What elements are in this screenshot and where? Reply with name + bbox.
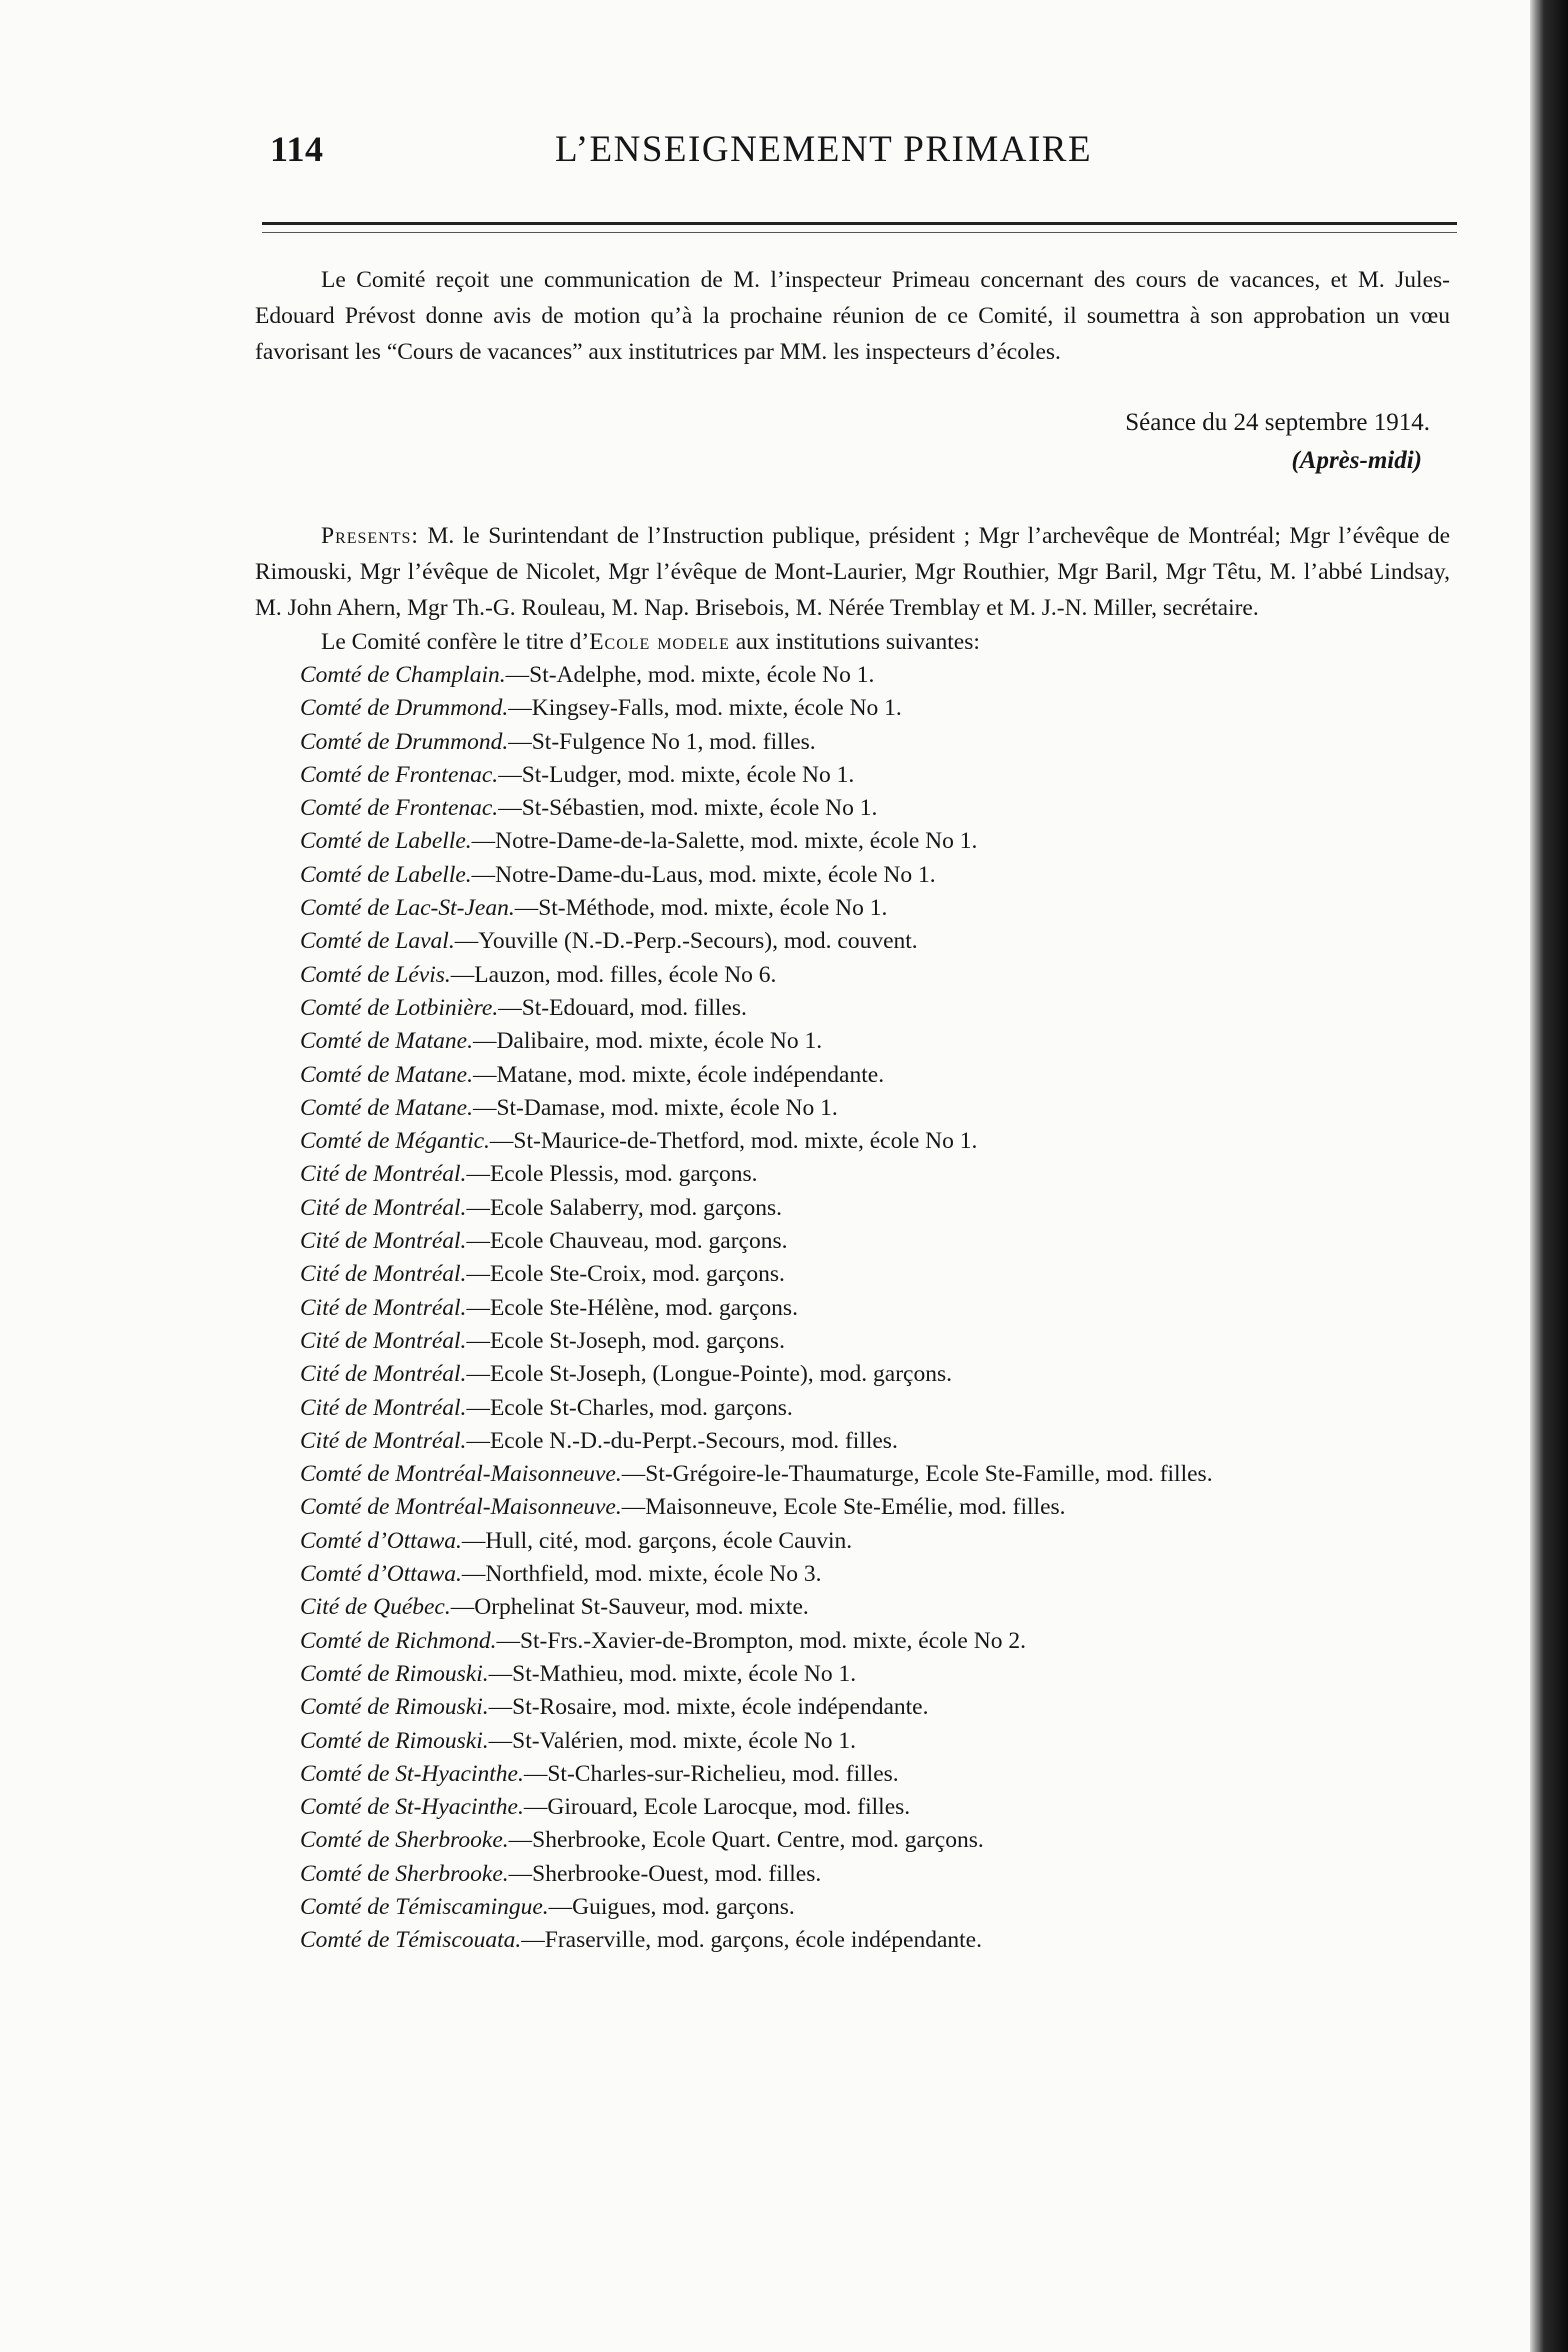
entry-county: Comté de Montréal-Maisonneuve. — [300,1494,645,1520]
entry-county: Cité de Montréal. — [300,1261,490,1287]
list-item [255,992,1450,1025]
entry-text: St-Grégoire-le-Thaumaturge, Ecole Ste-Famille, mod. filles. [645,1461,1213,1488]
entry-text: Ecole St-Charles, mod. garçons. [489,1394,793,1421]
running-head-title: L’ENSEIGNEMENT PRIMAIRE [555,129,1093,170]
list-item [255,1025,1450,1058]
conferral-line [255,626,1450,659]
entry-county: Comté de Matane. — [300,1062,496,1088]
entry-county: Comté d’Ottawa. — [300,1528,485,1554]
list-item [255,759,1450,792]
entry-county: Comté de Rimouski. — [300,1694,512,1720]
entry-text: Ecole N.-D.-du-Perpt.-Secours, mod. filles. [489,1427,898,1454]
entry-county: Comté de Labelle. — [300,862,495,888]
entry-county: Comté de Sherbrooke. — [300,1827,532,1853]
list-item [255,1691,1450,1724]
entry-text: St-Charles-sur-Richelieu, mod. filles. [547,1760,899,1787]
list-item [255,1059,1450,1092]
entry-text: Northfield, mod. mixte, école No 3. [485,1561,822,1588]
entry-text: St-Damase, mod. mixte, école No 1. [496,1094,838,1121]
list-item [255,1791,1450,1824]
list-item [255,1758,1450,1791]
entry-text: St-Adelphe, mod. mixte, école No 1. [529,662,875,688]
entry-text: Ecole Ste-Croix, mod. garçons. [489,1261,785,1288]
list-item [255,1158,1450,1191]
entry-text: Ecole St-Joseph, mod. garçons. [489,1327,785,1354]
list-item [255,1425,1450,1458]
list-item [255,726,1450,759]
entry-county: Comté de Lac-St-Jean. — [300,895,538,921]
entry-text: Ecole Plessis, mod. garçons. [489,1161,758,1188]
book-binding-edge [1530,0,1568,2352]
entry-county: Comté de Richmond. — [300,1628,520,1654]
list-item [255,1358,1450,1391]
session-time: (Après-midi) [1291,447,1422,474]
list-item [255,959,1450,992]
entry-county: Comté de Frontenac. — [300,762,522,788]
list-item [255,1092,1450,1125]
entry-text: Notre-Dame-du-Laus, mod. mixte, école No 1. [495,861,936,888]
entry-text: St-Mathieu, mod. mixte, école No 1. [512,1660,857,1687]
entry-county: Comté de Rimouski. — [300,1661,512,1687]
entry-text: Orphelinat St-Sauveur, mod. mixte. [474,1594,809,1621]
conferral-before: Le Comité confère le titre d’ [321,629,590,655]
entry-county: Comté de Mégantic. — [300,1128,513,1154]
list-item [255,659,1450,692]
entry-text: St-Valérien, mod. mixte, école No 1. [512,1727,857,1754]
entry-county: Comté de Rimouski. — [300,1728,512,1754]
entry-text: St-Edouard, mod. filles. [521,994,747,1021]
entry-county: Comté de Matane. — [300,1095,496,1121]
entry-county: Comté d’Ottawa. — [300,1561,485,1587]
entry-county: Comté de Labelle. — [300,828,495,854]
entry-county: Comté de St-Hyacinthe. — [300,1761,547,1787]
entry-county: Cité de Montréal. — [300,1295,490,1321]
entry-text: Dalibaire, mod. mixte, école No 1. [496,1028,823,1055]
list-item [255,1292,1450,1325]
list-item [255,859,1450,892]
list-item [255,1858,1450,1891]
entry-text: Ecole St-Joseph, (Longue-Pointe), mod. garçons. [489,1361,953,1388]
header-rule-thin [262,232,1457,233]
entry-text: Ecole Ste-Hélène, mod. garçons. [489,1294,798,1321]
entry-text: Notre-Dame-de-la-Salette, mod. mixte, école No 1. [495,828,978,855]
entry-county: Comté de Sherbrooke. — [300,1861,532,1887]
list-item [255,1924,1450,1957]
entry-county: Comté de Lotbinière. — [300,995,522,1021]
entry-county: Cité de Montréal. — [300,1161,490,1187]
intro-paragraph: Le Comité reçoit une communication de M. l’inspecteur Primeau concernant des cours de vacances, et M. Jules-Edouard Prévost donne avis de motion qu’à la prochaine réunion de ce Comité, il soumettra à son approbation un vœu favorisant les “Cours de vacances” aux institutrices par MM. les inspecteurs d’écoles. [255,267,1450,365]
list-item [255,1392,1450,1425]
entry-county: Cité de Montréal. — [300,1361,490,1387]
list-item [255,1891,1450,1924]
list-item [255,1125,1450,1158]
page-number: 114 [270,129,324,169]
presents-text: M. le Surintendant de l’Instruction publique, président ; Mgr l’archevêque de Montréal; Mgr l’évêque de Rimouski, Mgr l’évêque de Nicolet, Mgr l’évêque de Mont-Laurier, Mgr Routhier, Mgr Baril, Mgr Têtu, M. l’abbé Lindsay, M. John Ahern, Mgr Th.-G. Rouleau, M. Nap. Brisebois, M. Nérée Tremblay et M. J.-N. Miller, secrétaire. [255,523,1450,621]
entry-county: Comté de Témiscouata. — [300,1927,545,1953]
entry-text: Sherbrooke, Ecole Quart. Centre, mod. garçons. [532,1827,984,1854]
entry-county: Comté de Témiscamingue. — [300,1894,572,1920]
entry-text: Guigues, mod. garçons. [572,1893,795,1920]
entry-county: Comté de Lévis. — [300,962,474,988]
entry-text: St-Ludger, mod. mixte, école No 1. [521,761,855,788]
entry-county: Cité de Québec. — [300,1594,474,1620]
entry-county: Comté de Frontenac. — [300,795,522,821]
entry-county: Comté de Laval. — [300,928,478,954]
entry-text: Sherbrooke-Ouest, mod. filles. [532,1860,822,1887]
entry-text: Maisonneuve, Ecole Ste-Emélie, mod. filles. [645,1494,1066,1521]
list-item [255,1258,1450,1291]
entry-text: St-Frs.-Xavier-de-Brompton, mod. mixte, école No 2. [519,1627,1026,1654]
entry-text: Ecole Salaberry, mod. garçons. [489,1194,783,1221]
entry-county: Cité de Montréal. — [300,1428,490,1454]
entry-county: Comté de Montréal-Maisonneuve. — [300,1461,645,1487]
list-item [255,1824,1450,1857]
list-item [255,825,1450,858]
entry-text: Kingsey-Falls, mod. mixte, école No 1. [531,695,902,722]
list-item [255,1625,1450,1658]
entry-county: Comté de St-Hyacinthe. — [300,1794,547,1820]
header-rule [262,222,1457,225]
list-item [255,1325,1450,1358]
list-item [255,1525,1450,1558]
session-date: Séance du 24 septembre 1914. [1125,409,1430,436]
list-item [255,1558,1450,1591]
list-item [255,1192,1450,1225]
entry-county: Comté de Drummond. — [300,729,532,755]
list-item [255,892,1450,925]
presents-label: Presents: [321,523,419,549]
entry-text: Girouard, Ecole Larocque, mod. filles. [547,1794,911,1821]
conferral-after: aux institutions suivantes: [729,629,980,655]
list-item [255,1458,1450,1491]
entry-text: St-Maurice-de-Thetford, mod. mixte, école No 1. [513,1128,978,1155]
entry-text: St-Rosaire, mod. mixte, école indépendante. [512,1694,929,1721]
entry-text: St-Fulgence No 1, mod. filles. [531,728,816,755]
conferral-title: Ecole modele [589,629,730,655]
entry-text: Youville (N.-D.-Perp.-Secours), mod. couvent. [478,928,918,955]
list-item [255,1225,1450,1258]
entry-text: Lauzon, mod. filles, école No 6. [474,961,777,988]
list-item [255,792,1450,825]
entry-county: Cité de Montréal. — [300,1195,490,1221]
entry-county: Cité de Montréal. — [300,1328,490,1354]
entry-text: Fraserville, mod. garçons, école indépendante. [544,1927,982,1954]
list-item [255,1491,1450,1524]
entry-county: Comté de Matane. — [300,1028,496,1054]
list-item [255,1658,1450,1691]
entry-text: Hull, cité, mod. garçons, école Cauvin. [485,1527,853,1554]
entry-text: St-Sébastien, mod. mixte, école No 1. [521,795,878,822]
list-item [255,925,1450,958]
entry-county: Comté de Champlain. — [300,662,529,688]
running-head [270,128,1435,190]
presents-paragraph [255,518,1450,626]
text-body [255,262,1450,1958]
entry-text: Ecole Chauveau, mod. garçons. [489,1228,788,1255]
entry-text: Matane, mod. mixte, école indépendante. [496,1061,885,1088]
list-item [255,692,1450,725]
session-heading [255,404,1450,480]
entry-county: Comté de Drummond. — [300,695,532,721]
school-list [255,659,1450,1958]
entry-text: St-Méthode, mod. mixte, école No 1. [538,895,888,922]
list-item [255,1725,1450,1758]
entry-county: Cité de Montréal. — [300,1395,490,1421]
list-item [255,1591,1450,1624]
entry-county: Cité de Montréal. — [300,1228,490,1254]
